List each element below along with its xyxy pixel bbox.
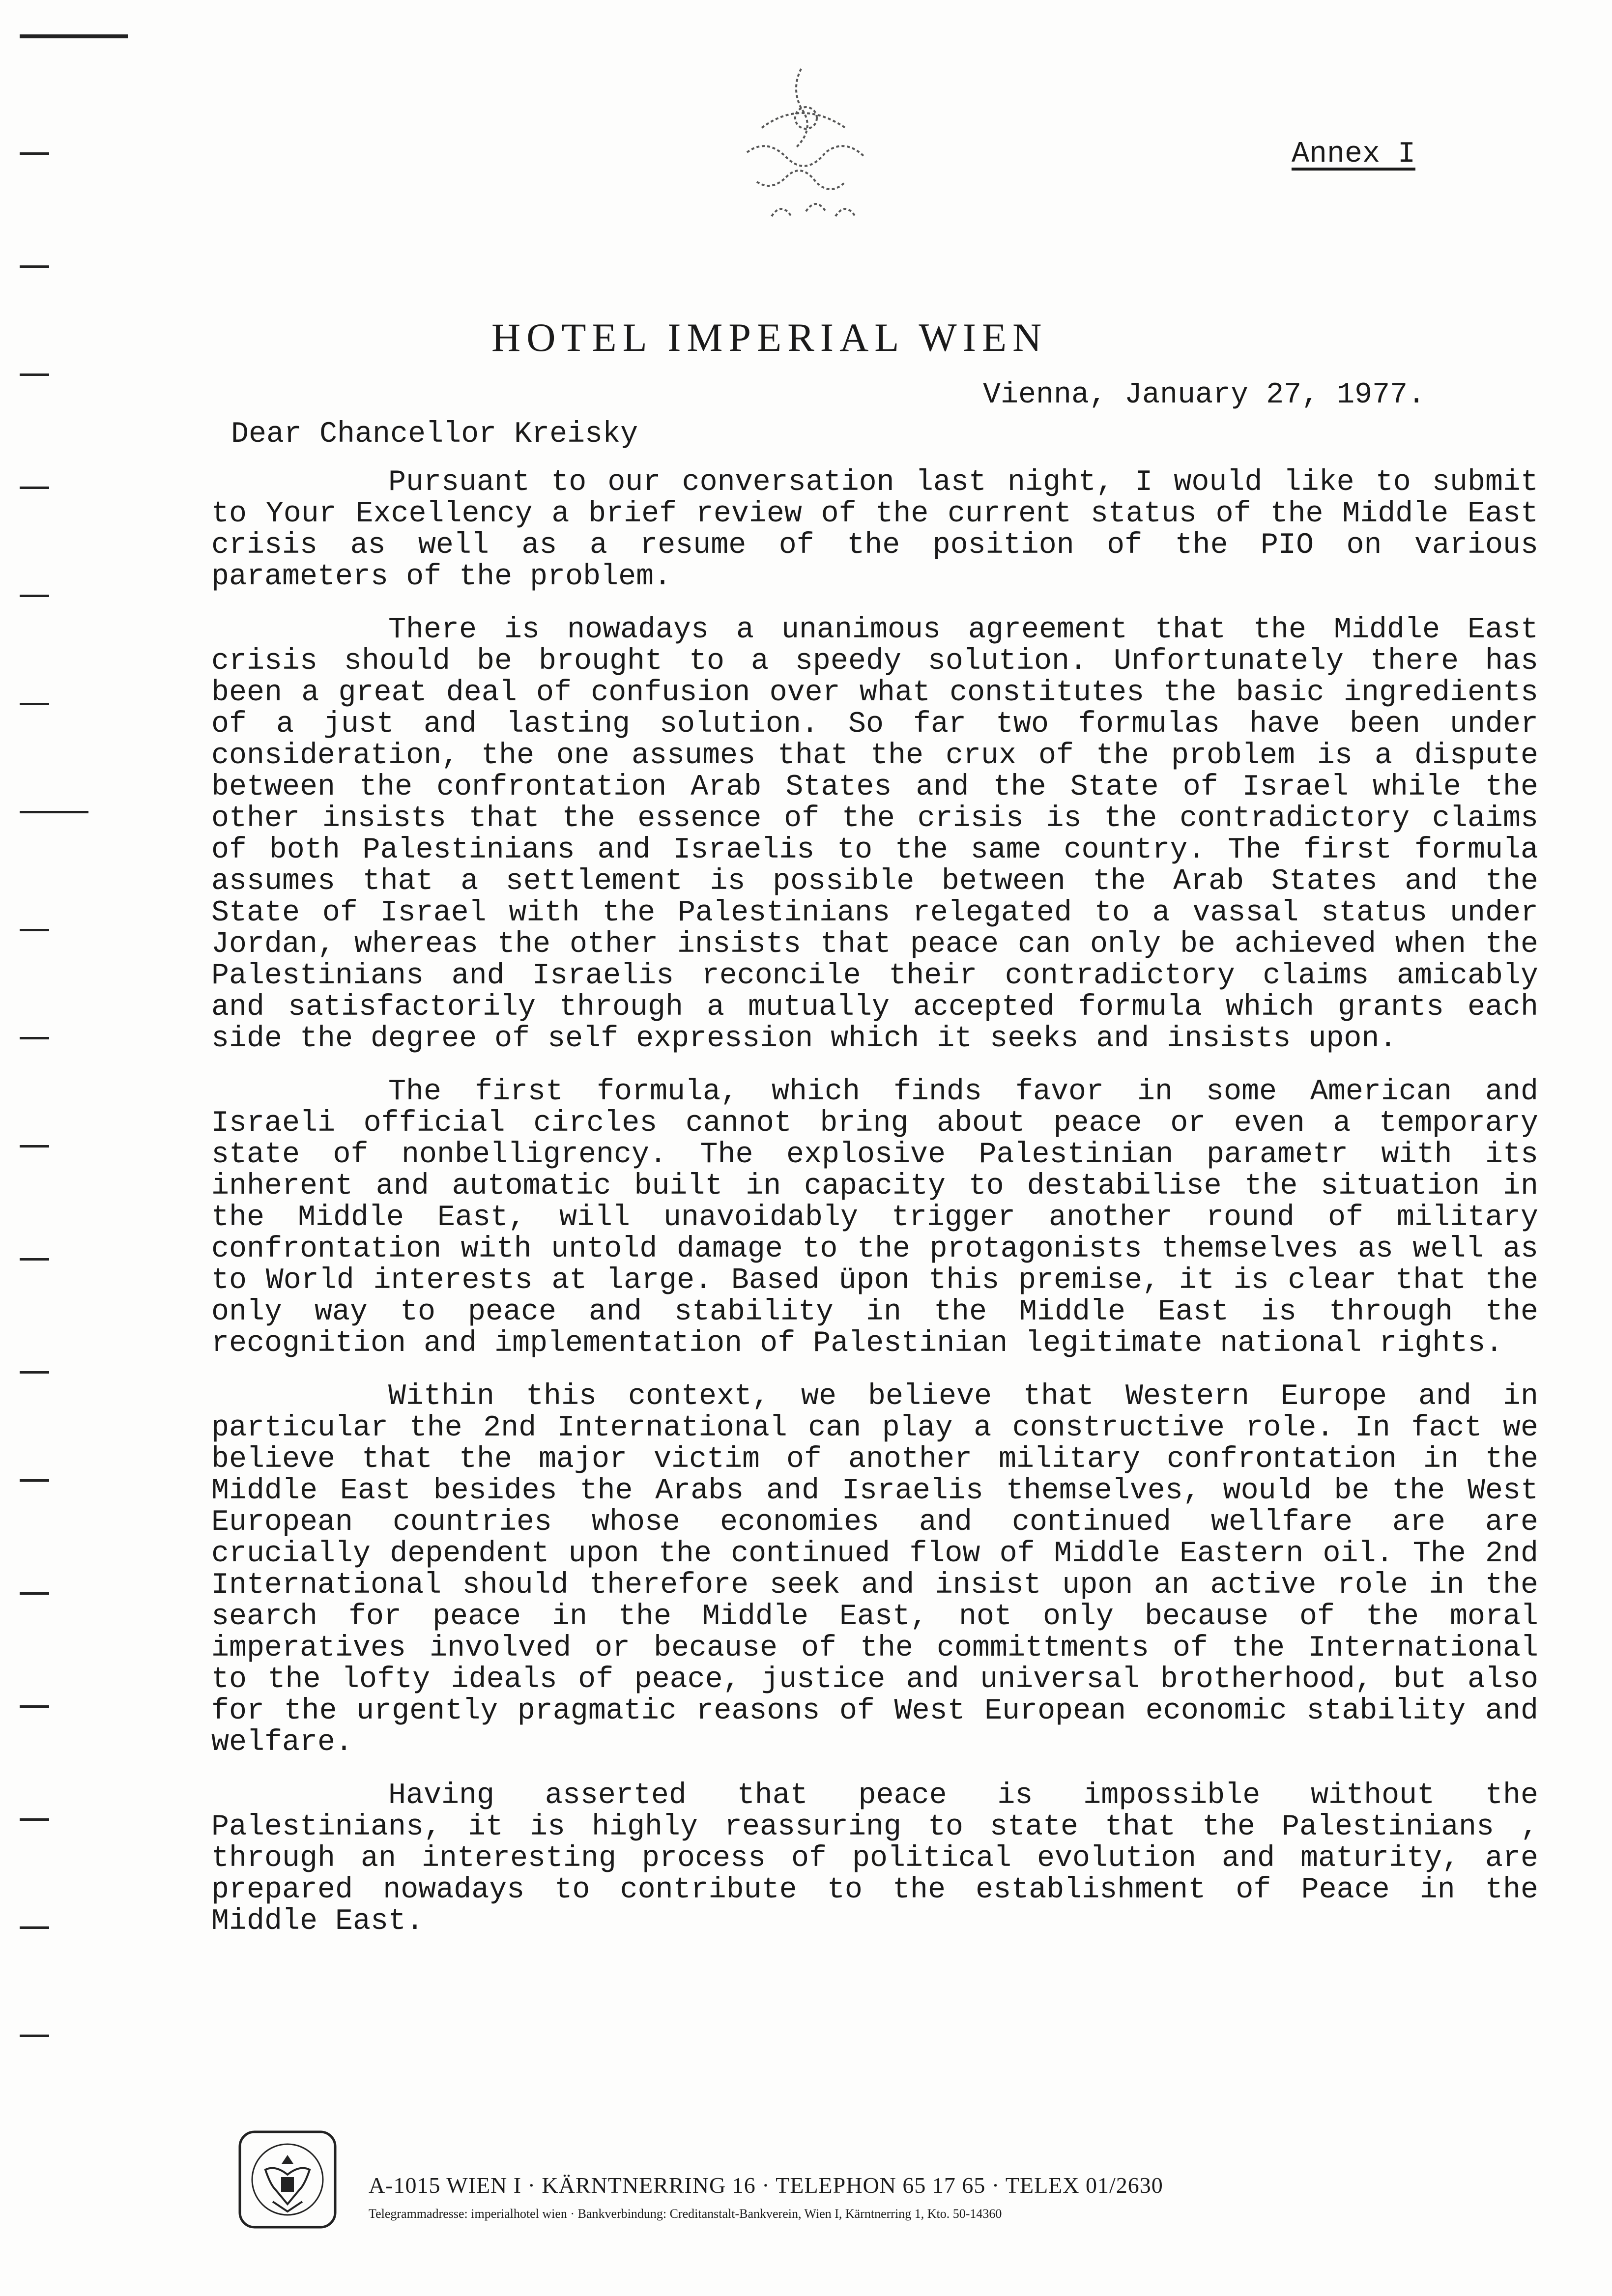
body-paragraph: Within this context, we believe that Western Europe and in particular the 2nd International can play a constructive role. In fact we believe that the major victim of another military confrontation in the Middle East besides the Arabs and Israelis themselves, would be the West European countries whose economies and continued wellfare are are crucially dependent upon the continued flow of Middle Eastern oil. The 2nd International should therefore seek and insist upon an active role in the search for peace in the Middle East, not only because of the moral imperatives involved or because of the committments of the International to the lofty ideals of peace, justice and universal brotherhood, but also for the urgently pragmatic reasons of West European economic stability and welfare.: [211, 1380, 1538, 1759]
body-paragraph: Having asserted that peace is impossible without the Palestinians, it is highly reassuring to state that the Palestinians , through an interesting process of political evolution and maturity, are prepared nowadays to contribute to the establishment of Peace in the Middle East.: [211, 1779, 1538, 1938]
margin-mark: [20, 929, 49, 931]
margin-mark: [20, 595, 49, 597]
letter-body: [211, 467, 1538, 1959]
margin-mark: [20, 1371, 49, 1374]
annex-label: Annex I: [1291, 138, 1415, 171]
margin-punch-marks: [20, 0, 93, 2296]
margin-mark: [20, 1592, 49, 1595]
body-paragraph: Pursuant to our conversation last night, I would like to submit to Your Excellency a brief review of the current status of the Middle East crisis as well as a resume of the position of the PIO on various parameters of the problem.: [211, 466, 1538, 594]
margin-mark: [20, 811, 88, 813]
hotel-letterhead-title: HOTEL IMPERIAL WIEN: [491, 315, 1048, 360]
hotel-crest-icon: [688, 54, 924, 251]
margin-mark: [20, 1145, 49, 1148]
margin-mark: [20, 152, 49, 155]
margin-mark: [20, 703, 49, 705]
austrian-eagle-seal-icon: [236, 2128, 339, 2231]
margin-mark: [20, 1705, 49, 1708]
margin-mark: [20, 1818, 49, 1821]
margin-mark: [20, 2035, 49, 2037]
margin-mark: [20, 265, 49, 268]
margin-mark: [20, 373, 49, 376]
footer-bank-details: Telegrammadresse: imperialhotel wien · Bankverbindung: Creditanstalt-Bankverein, Wien I, Kärntnerring 1, Kto. 50-14360: [369, 2207, 1002, 2221]
body-paragraph: The first formula, which finds favor in some American and Israeli official circles cannot bring about peace or even a temporary state of nonbelligrency. The explosive Palestinian parametr with its inherent and automatic built in capacity to destabilise the situation in the Middle East, will unavoidably trigger another round of military confrontation with untold damage to the protagonists themselves as well as to World interests at large. Based üpon this premise, it is clear that the only way to peace and stability in the Middle East is through the recognition and implementation of Palestinian legitimate national rights.: [211, 1075, 1538, 1360]
letterhead-footer: [236, 2128, 1563, 2236]
margin-mark: [20, 1037, 49, 1039]
margin-mark: [20, 487, 49, 489]
body-paragraph: There is nowadays a unanimous agreement that the Middle East crisis should be brought to a speedy solution. Unfortunately there has been a great deal of confusion over what constitutes the basic ingredients of a just and lasting solution. So far two formulas have been under consideration, the one assumes that the crux of the problem is a dispute between the confrontation Arab States and the State of Israel while the other insists that the essence of the crisis is the contradictory claims of both Palestinians and Israelis to the same country. The first formula assumes that a settlement is possible between the Arab States and the State of Israel with the Palestinians relegated to a vassal status under Jordan, whereas the other insists that peace can only be achieved when the Palestinians and Israelis reconcile their contradictory claims amicably and satisfactorily through a mutually accepted formula which grants each side the degree of self expression which it seeks and insists upon.: [211, 613, 1538, 1056]
margin-mark: [20, 34, 128, 38]
margin-mark: [20, 1926, 49, 1929]
salutation: Dear Chancellor Kreisky: [231, 418, 638, 451]
footer-address: A-1015 WIEN I · KÄRNTNERRING 16 · TELEPHON 65 17 65 · TELEX 01/2630: [369, 2173, 1163, 2198]
letter-date: Vienna, January 27, 1977.: [983, 378, 1426, 412]
margin-mark: [20, 1479, 49, 1482]
margin-mark: [20, 1258, 49, 1261]
